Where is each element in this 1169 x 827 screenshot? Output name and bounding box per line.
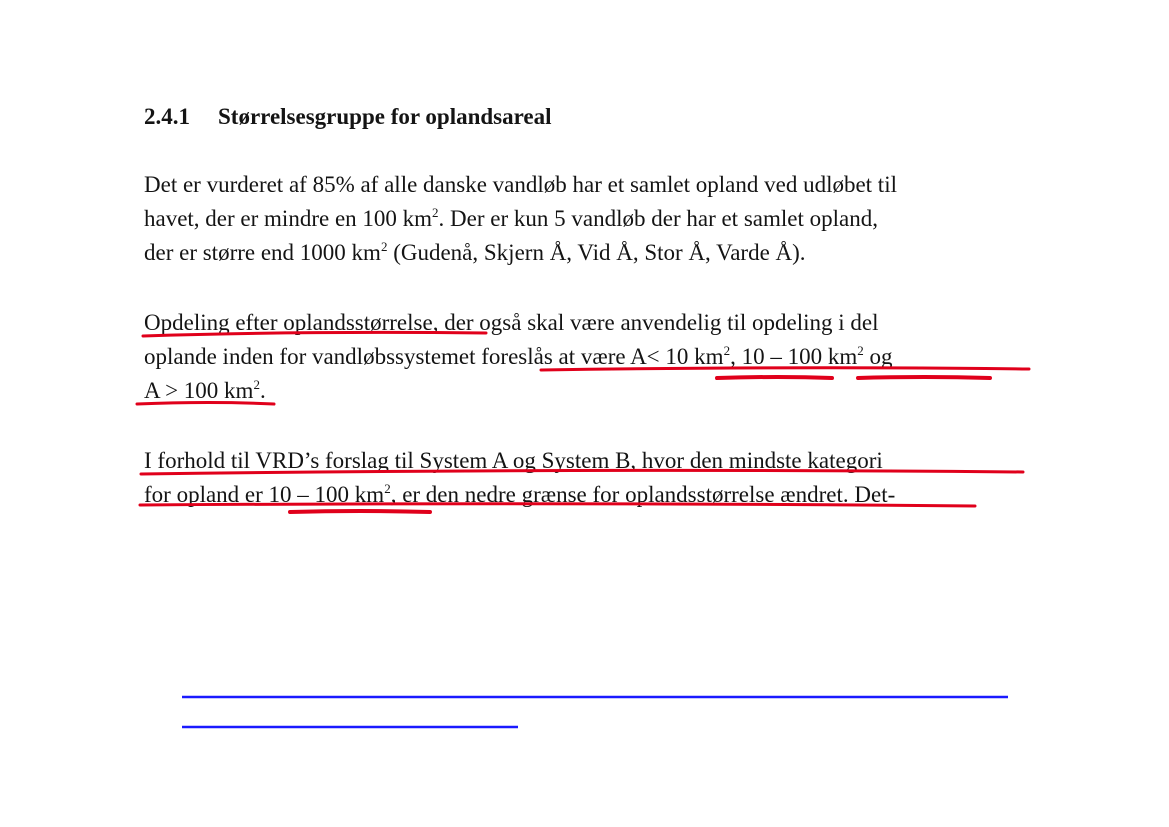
text-run: A > 100 km	[144, 378, 254, 403]
superscript: 2	[432, 205, 439, 220]
text-run: .	[259, 378, 266, 403]
section-heading	[144, 104, 552, 130]
text-run: og	[863, 344, 893, 369]
paragraph-3-line-1: I forhold til VRD’s forslag til System A og System B, hvor den mindste kategori	[144, 448, 883, 473]
superscript: 2	[857, 343, 864, 358]
text-run: , 10 – 100 km	[730, 344, 858, 369]
text-run: , er den nedre grænse for oplandsstørrelse ændret. Det-	[390, 482, 896, 507]
red-underline	[717, 377, 832, 378]
text-run: havet, der er mindre en 100 km	[144, 206, 433, 231]
red-underline	[290, 511, 430, 512]
paragraph-2-line-1: Opdeling efter oplandsstørrelse, der også skal være anvendelig til opdeling i del	[144, 310, 879, 335]
section-title: Størrelsesgruppe for oplandsareal	[218, 104, 552, 129]
blue-lines	[182, 697, 1008, 727]
text-run: . Der er kun 5 vandløb der har et samlet opland,	[438, 206, 878, 231]
paragraph-2-line-3	[144, 376, 266, 406]
superscript: 2	[380, 239, 388, 254]
superscript: 2	[253, 377, 260, 392]
paragraph-1-line-3	[144, 238, 806, 268]
section-number: 2.4.1	[144, 104, 190, 129]
superscript: 2	[723, 343, 731, 358]
text-run: (Gudenå, Skjern Å, Vid Å, Stor Å, Varde Å).	[387, 240, 806, 265]
paragraph-2-line-2	[144, 342, 892, 372]
paragraph-3-line-2	[144, 480, 895, 510]
paragraph-1-line-2	[144, 204, 878, 234]
text-run: for opland er 10 – 100 km	[144, 482, 385, 507]
red-underline	[858, 377, 990, 378]
text-run: der er større end 1000 km	[144, 240, 381, 265]
paragraph-1-line-1: Det er vurderet af 85% af alle danske vandløb har et samlet opland ved udløbet til	[144, 172, 897, 197]
superscript: 2	[384, 481, 391, 496]
text-run: oplande inden for vandløbssystemet foreslås at være A< 10 km	[144, 344, 724, 369]
